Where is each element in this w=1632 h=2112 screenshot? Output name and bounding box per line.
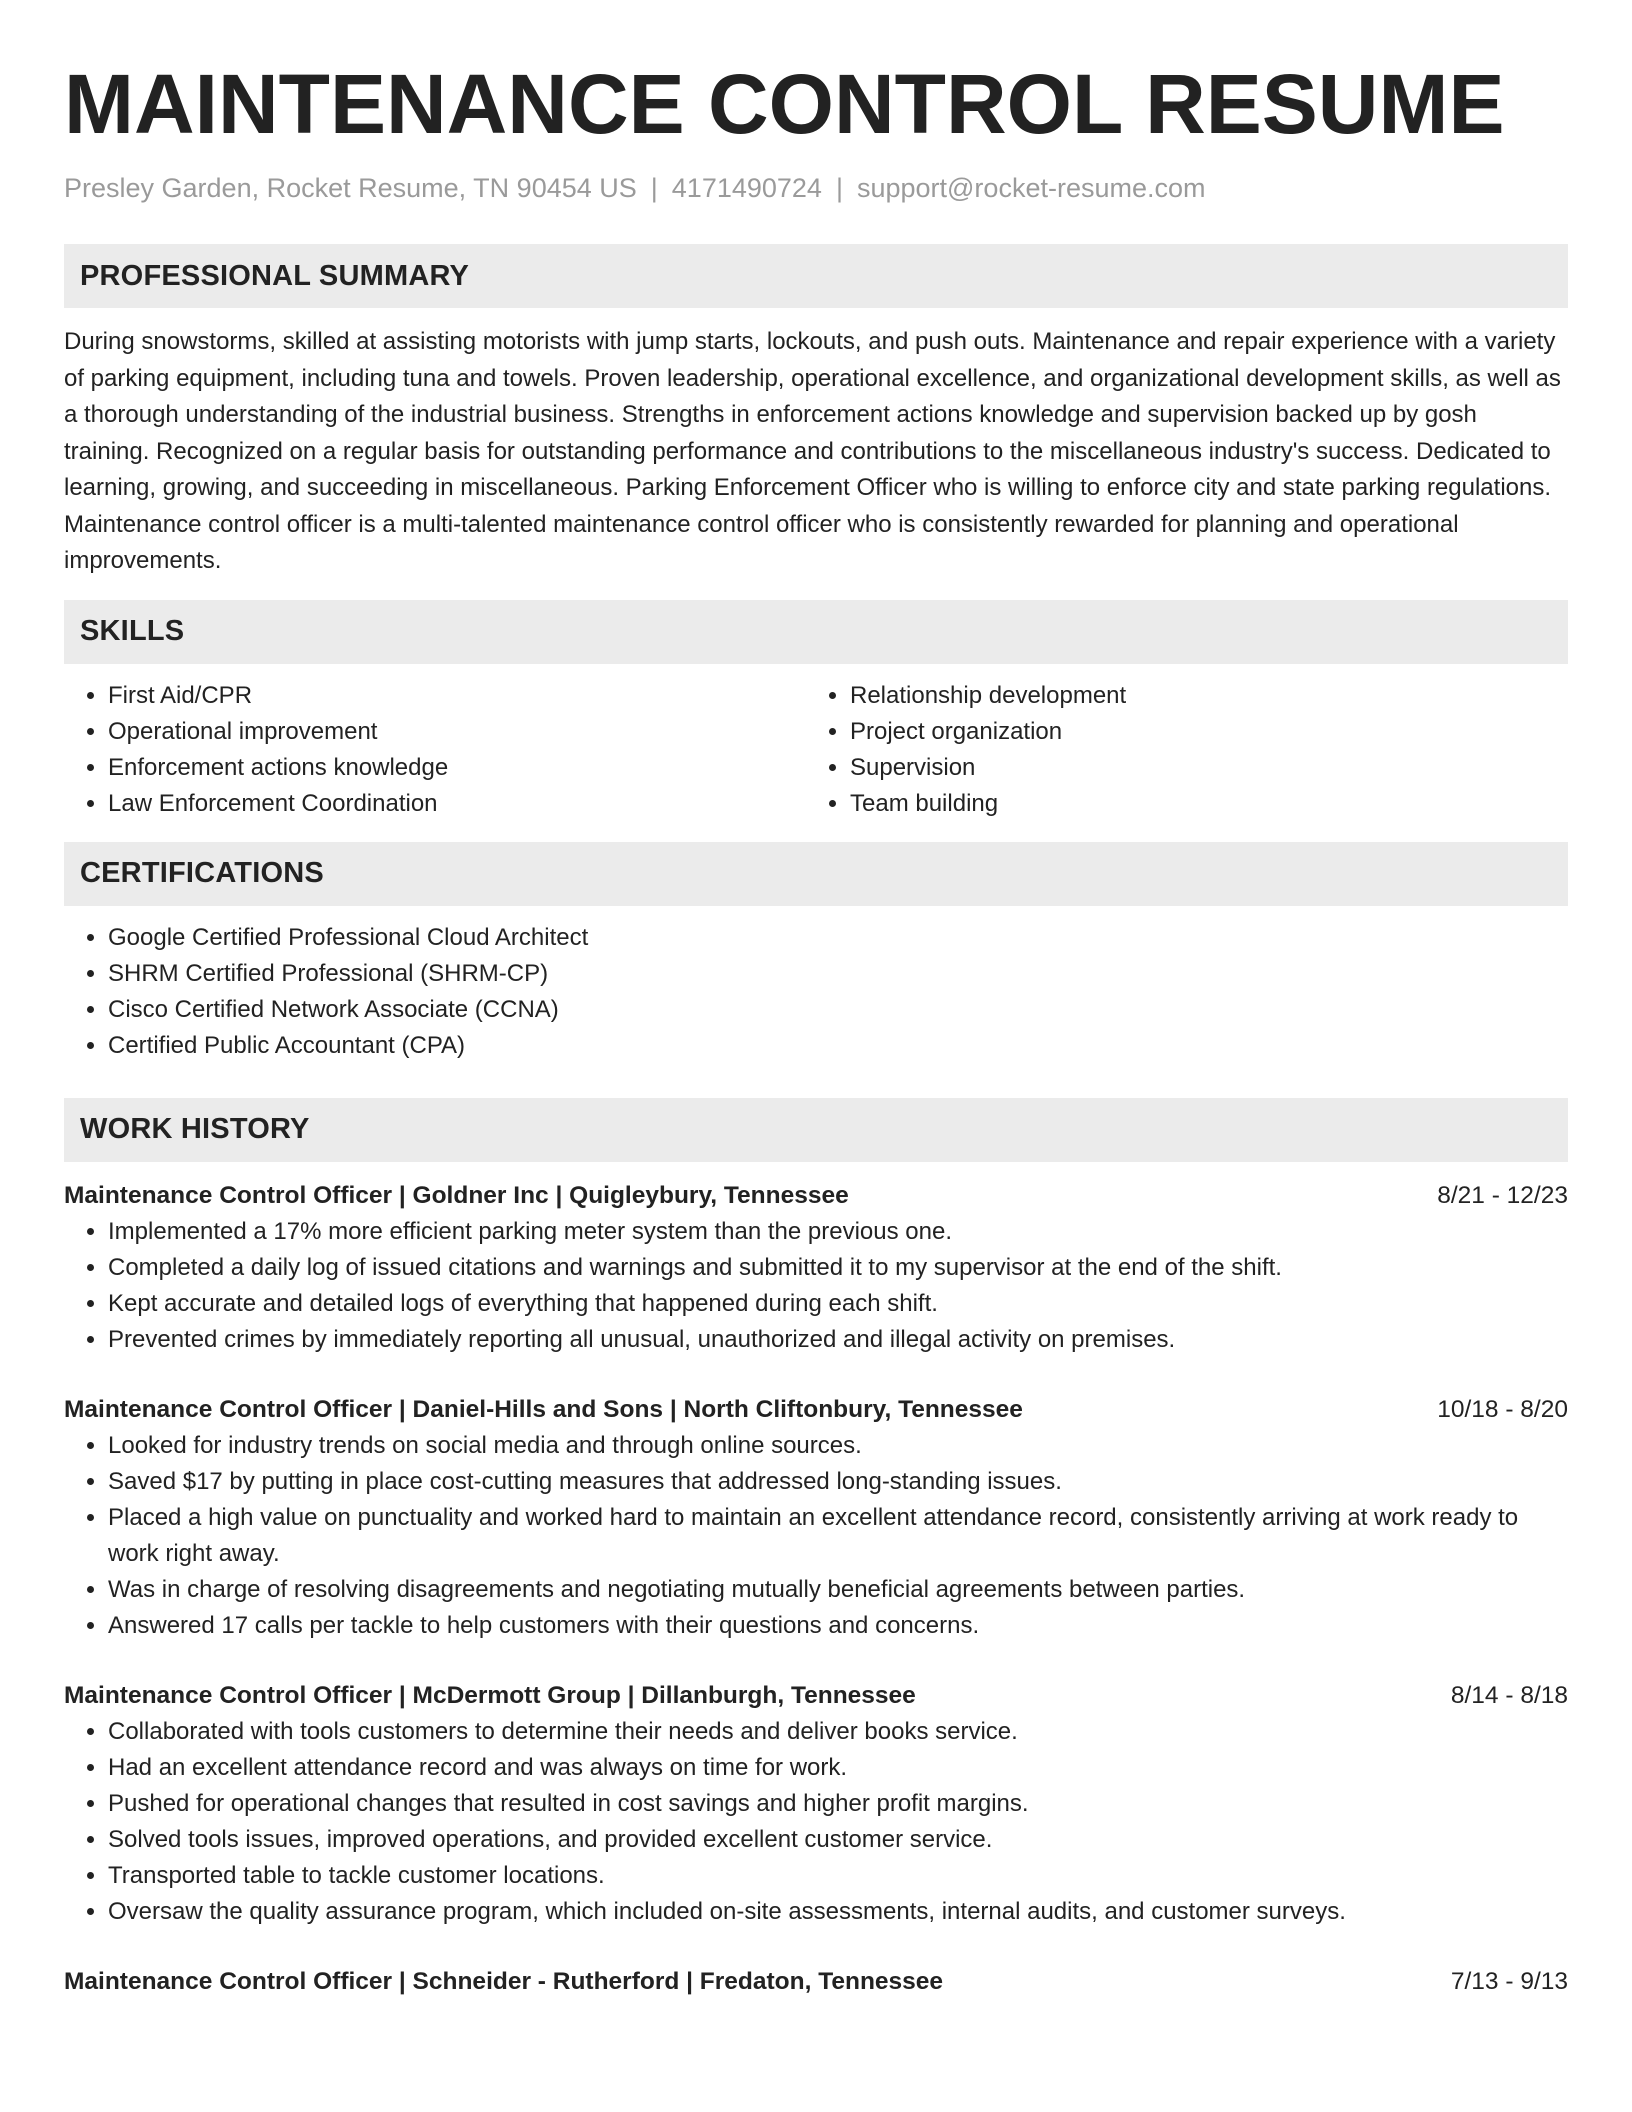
certification-item: • Certified Public Accountant (CPA)	[108, 1028, 1568, 1064]
job-header	[64, 1964, 1568, 2000]
job-header	[64, 1392, 1568, 1428]
job-title: Maintenance Control Officer | Schneider - Rutherford | Fredaton, Tennessee	[64, 1967, 944, 1995]
job-entry	[64, 1964, 1568, 2000]
job-bullet: • Answered 17 calls per tackle to help customers with their questions and concerns.	[108, 1608, 1568, 1644]
job-bullet: • Pushed for operational changes that resulted in cost savings and higher profit margins.	[108, 1786, 1568, 1822]
contact-address: Presley Garden, Rocket Resume, TN 90454 US	[64, 173, 637, 203]
contact-separator: |	[650, 173, 658, 203]
job-title: Maintenance Control Officer | Daniel-Hills and Sons | North Cliftonbury, Tennessee	[64, 1395, 1023, 1423]
skills-column-left	[64, 678, 806, 822]
job-bullets	[64, 1214, 1568, 1358]
skills-grid	[64, 678, 1568, 822]
job-entry	[64, 1392, 1568, 1644]
job-title: Maintenance Control Officer | Goldner Inc | Quigleybury, Tennessee	[64, 1181, 849, 1209]
certification-item: • Google Certified Professional Cloud Architect	[108, 920, 1568, 956]
contact-separator: |	[835, 173, 843, 203]
job-bullet: • Was in charge of resolving disagreements and negotiating mutually beneficial agreements between parties.	[108, 1572, 1568, 1608]
skills-list-left	[64, 678, 806, 822]
skill-item: • Enforcement actions knowledge	[108, 750, 806, 786]
job-header	[64, 1178, 1568, 1214]
job-bullet: • Completed a daily log of issued citations and warnings and submitted it to my supervisor at the end of the shift.	[108, 1250, 1568, 1286]
job-bullet: • Saved $17 by putting in place cost-cutting measures that addressed long-standing issues.	[108, 1464, 1568, 1500]
skills-list-right	[806, 678, 1548, 822]
job-bullets	[64, 1428, 1568, 1644]
summary-heading: PROFESSIONAL SUMMARY	[64, 244, 1568, 308]
job-dates: 8/14 - 8/18	[1450, 1681, 1568, 1709]
job-dates: 7/13 - 9/13	[1450, 1967, 1568, 1995]
work-history-heading: WORK HISTORY	[64, 1098, 1568, 1162]
certification-item: • Cisco Certified Network Associate (CCNA)	[108, 992, 1568, 1028]
job-bullets	[64, 1714, 1568, 1930]
certifications-heading: CERTIFICATIONS	[64, 842, 1568, 906]
contact-email[interactable]: support@rocket-resume.com	[856, 173, 1206, 203]
job-title: Maintenance Control Officer | McDermott Group | Dillanburgh, Tennessee	[64, 1681, 916, 1709]
skill-item: • Operational improvement	[108, 714, 806, 750]
job-bullet: • Implemented a 17% more efficient parking meter system than the previous one.	[108, 1214, 1568, 1250]
job-bullet: • Placed a high value on punctuality and worked hard to maintain an excellent attendance record, consistently arriving at work ready to work right away.	[108, 1500, 1568, 1572]
job-dates: 8/21 - 12/23	[1437, 1181, 1568, 1209]
job-bullet: • Had an excellent attendance record and was always on time for work.	[108, 1750, 1568, 1786]
job-dates: 10/18 - 8/20	[1437, 1395, 1568, 1423]
job-bullet: • Looked for industry trends on social media and through online sources.	[108, 1428, 1568, 1464]
job-bullet: • Solved tools issues, improved operations, and provided excellent customer service.	[108, 1822, 1568, 1858]
skills-column-right	[806, 678, 1548, 822]
certification-item: • SHRM Certified Professional (SHRM-CP)	[108, 956, 1568, 992]
job-entry	[64, 1178, 1568, 1358]
summary-text: During snowstorms, skilled at assisting motorists with jump starts, lockouts, and push outs. Maintenance and repair experience with a variety of parking equipment, including tuna and towels. Proven leadership, operational excellence, and organizational development skills, as well as a thorough understanding of the industrial business. Strengths in enforcement actions knowledge and supervision backed up by gosh training. Recognized on a regular basis for outstanding performance and contributions to the miscellaneous industry's success. Dedicated to learning, growing, and succeeding in miscellaneous. Parking Enforcement Officer who is willing to enforce city and state parking regulations. Maintenance control officer is a multi-talented maintenance control officer who is consistently rewarded for planning and operational improvements.	[64, 328, 1561, 574]
job-bullet: • Prevented crimes by immediately reporting all unusual, unauthorized and illegal activity on premises.	[108, 1322, 1568, 1358]
job-bullet: • Collaborated with tools customers to determine their needs and deliver books service.	[108, 1714, 1568, 1750]
skill-item: • Project organization	[850, 714, 1548, 750]
contact-line	[64, 170, 1568, 206]
certifications-list	[64, 920, 1568, 1064]
skills-heading: SKILLS	[64, 600, 1568, 664]
contact-phone: 4171490724	[671, 173, 822, 203]
job-bullet: • Kept accurate and detailed logs of everything that happened during each shift.	[108, 1286, 1568, 1322]
resume-title: MAINTENANCE CONTROL RESUME	[64, 57, 1505, 151]
job-header	[64, 1678, 1568, 1714]
job-bullet: • Oversaw the quality assurance program, which included on-site assessments, internal audits, and customer surveys.	[108, 1894, 1568, 1930]
job-bullet: • Transported table to tackle customer locations.	[108, 1858, 1568, 1894]
skill-item: • Relationship development	[850, 678, 1548, 714]
skill-item: • Supervision	[850, 750, 1548, 786]
skill-item: • Law Enforcement Coordination	[108, 786, 806, 822]
skill-item: • Team building	[850, 786, 1548, 822]
skill-item: • First Aid/CPR	[108, 678, 806, 714]
job-entry	[64, 1678, 1568, 1930]
